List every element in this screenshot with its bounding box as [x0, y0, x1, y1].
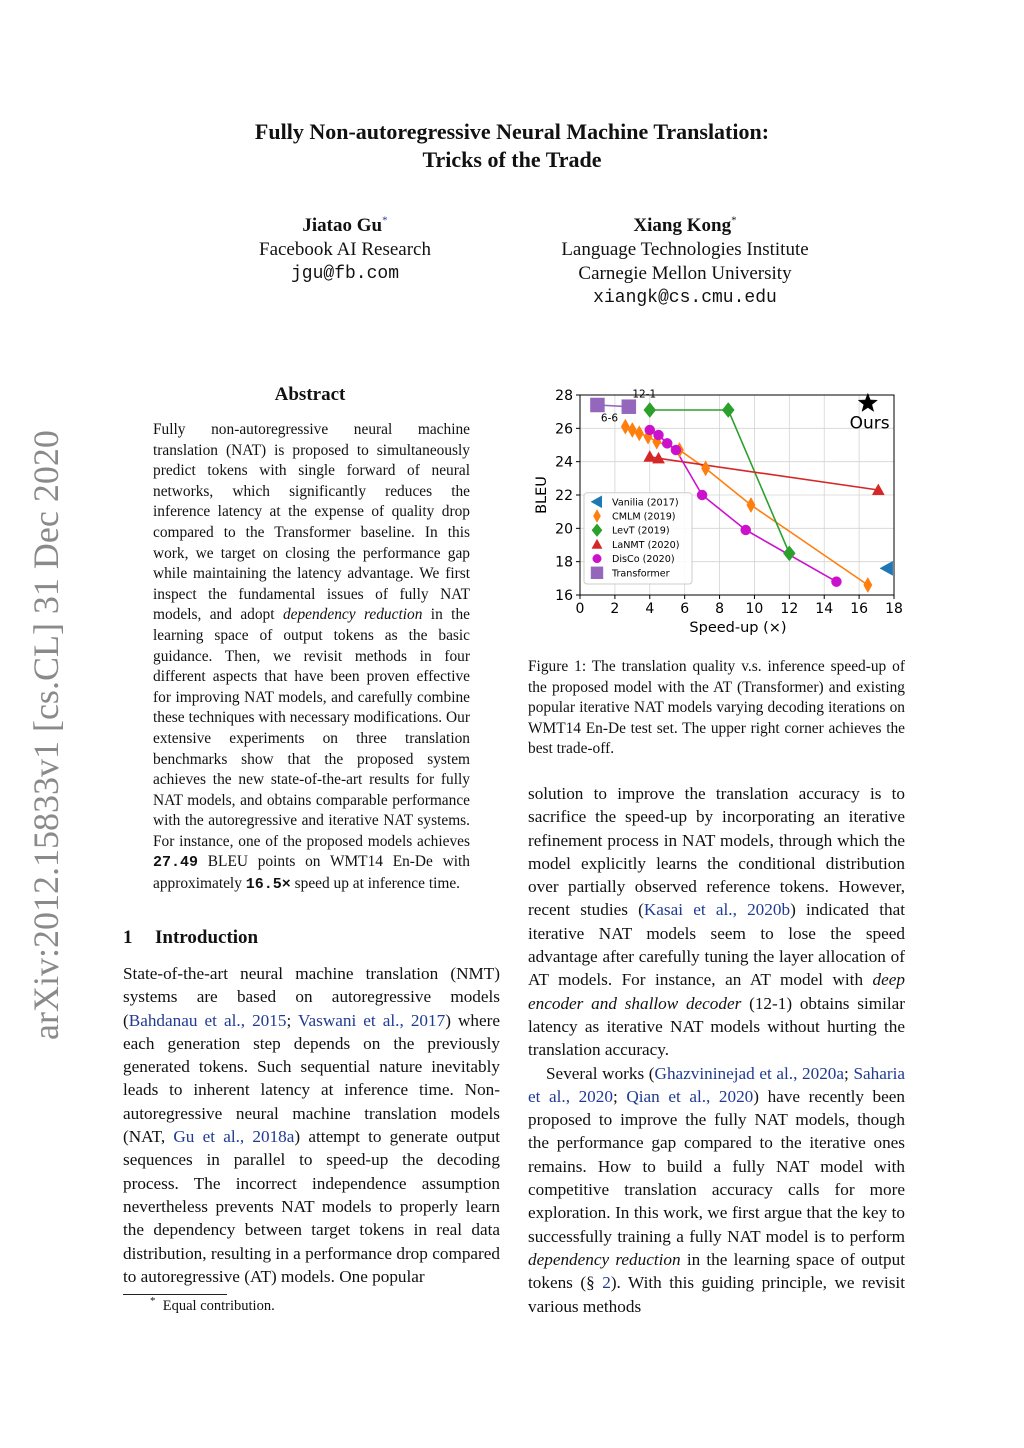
data-point-levt-2019 — [783, 546, 795, 561]
data-point-ours — [858, 393, 877, 411]
x-tick-label: 4 — [645, 601, 655, 617]
data-point-cmlm-2019 — [747, 498, 755, 513]
y-tick-label: 22 — [555, 488, 573, 504]
abstract-heading: Abstract — [274, 384, 346, 405]
annotation-6-6: 6-6 — [600, 412, 619, 425]
data-point-cmlm-2019 — [621, 419, 629, 434]
x-tick-label: 8 — [715, 601, 725, 617]
annotation-12-1: 12-1 — [632, 388, 657, 401]
footnote: * Equal contribution. — [150, 1295, 275, 1314]
paper-title-line-1: Fully Non-autoregressive Neural Machine Translation: — [254, 119, 770, 144]
x-tick-label: 0 — [575, 601, 585, 617]
section-reference-link[interactable]: 2 — [602, 1273, 611, 1293]
legend-label-lanmt-2020: LaNMT (2020) — [612, 539, 680, 551]
author-email[interactable]: jgu@fb.com — [290, 264, 400, 284]
data-point-disco-2020 — [654, 430, 664, 440]
author-affiliation: Facebook AI Research — [259, 239, 431, 260]
y-tick-label: 26 — [555, 421, 573, 438]
author-name: Jiatao Gu — [302, 215, 383, 236]
author-affiliation: Language Technologies Institute — [561, 239, 809, 260]
data-point-cmlm-2019 — [864, 578, 872, 593]
citation-link[interactable]: Kasai et al., 2020b — [643, 900, 791, 920]
legend-label-vanilia-2017: Vanilia (2017) — [612, 497, 679, 509]
y-axis-label: BLEU — [534, 476, 550, 514]
introduction-text-continued: solution to improve the translation accuracy is to sacrifice the speed-up by incorporating an iterative refinement process in NAT models, through which the model explicitly learns the conditional distribution over partially observed reference tokens. However, recent studies (Kasai et al., 2020b) indicated that iterative NAT models seem to lose the speed advantage after carefully tuning the layer allocation of AT models. For instance, an AT model with deep encoder and shallow decoder (12-1) obtains similar latency as iterative NAT models without hurting the translation accuracy. Several works (Ghazvininejad et al., 2020a; Saharia et al., 2020; Qian et al., 2020) have recently been proposed to improve the fully NAT models, though the performance gap compared to the iterative ones remains. How to build a fully NAT model with competitive translation accuracy calls for more exploration. In this work, we first argue that the key to successfully training a fully NAT model is to perform dependency reduction in the learning space of output tokens (§ 2). With this guiding principle, we revisit various methods — [528, 784, 906, 1316]
data-point-transformer — [622, 400, 636, 414]
data-point-cmlm-2019 — [628, 423, 636, 438]
citation-link[interactable]: Qian et al., 2020 — [626, 1086, 754, 1106]
data-point-transformer — [590, 398, 604, 412]
introduction-text: State-of-the-art neural machine translation (NMT) systems are based on autoregressive models (Bahdanau et al., 2015; Vaswani et al., 2017) where each generation step depends on the previously generated tokens. Such sequential nature inevitably leads to inherent latency at inference time. Non-autoregressive neural machine translation models (NAT, Gu et al., 2018a) attempt to generate output sequences in parallel to speed-up the decoding process. The incorrect independence assumption nevertheless prevents NAT models to properly learn the dependency between target tokens in real data distribution, resulting in a performance drop compared to autoregressive (AT) models. One popular — [123, 964, 500, 1286]
y-tick-label: 16 — [555, 588, 573, 604]
section-heading-introduction: 1 Introduction — [123, 927, 259, 948]
data-point-disco-2020 — [697, 490, 707, 500]
data-point-cmlm-2019 — [701, 461, 709, 476]
citation-link[interactable]: Bahdanau et al., 2015 — [128, 1010, 287, 1030]
data-point-vanilia-2017 — [880, 561, 893, 575]
author-mark: * — [382, 214, 388, 227]
data-point-disco-2020 — [645, 425, 655, 435]
legend-label-cmlm-2019: CMLM (2019) — [612, 511, 676, 523]
citation-link[interactable]: Vaswani et al., 2017 — [298, 1010, 446, 1030]
footnote-rule — [123, 1294, 227, 1295]
citation-link[interactable]: Ghazvininejad et al., 2020a — [654, 1063, 845, 1083]
author-affiliation: Carnegie Mellon University — [578, 263, 792, 284]
legend-marker-transformer — [591, 567, 603, 579]
arxiv-identifier: arXiv:2012.15833v1 [cs.CL] 31 Dec 2020 — [26, 430, 66, 1040]
x-tick-label: 14 — [815, 601, 834, 617]
legend-label-levt-2019: LevT (2019) — [612, 525, 670, 537]
x-tick-label: 2 — [610, 601, 620, 617]
author-block-1 — [220, 214, 470, 286]
data-point-disco-2020 — [741, 525, 751, 535]
citation-link[interactable]: Gu et al., 2018a — [173, 1127, 295, 1147]
data-point-disco-2020 — [662, 438, 672, 448]
y-tick-label: 24 — [555, 454, 573, 471]
author-mark: * — [731, 214, 737, 227]
x-tick-label: 6 — [680, 601, 690, 617]
figure-1-chart — [526, 380, 906, 642]
x-axis-label: Speed-up (×) — [689, 620, 787, 636]
data-point-lanmt-2020 — [644, 451, 656, 462]
x-tick-label: 10 — [745, 601, 764, 617]
data-point-levt-2019 — [722, 403, 734, 418]
figure-caption: Figure 1: The translation quality v.s. inference speed-up of the proposed model with the AT (Transformer) and existing popular iterative NAT models varying decoding iterations on WMT14 En-De test set. The upper right corner achieves the best trade-off. — [528, 658, 905, 758]
legend-label-disco-2020: DisCo (2020) — [612, 554, 675, 566]
x-tick-label: 16 — [850, 601, 869, 617]
paper-title-line-2: Tricks of the Trade — [422, 147, 602, 172]
abstract-text: Fully non-autoregressive neural machine translation (NAT) is proposed to simultaneously predict tokens with single forward of neural networks, which significantly reduces the inference latency at the expense of quality drop compared to the Transformer baseline. In this work, we target on closing the performance gap while maintaining the latency advantage. We first inspect the fundamental issues of fully NAT models, and adopt dependency reduction in the learning space of output tokens as the basic guidance. Then, we revisit methods in four different aspects that have been proven effective for improving NAT models, and carefully combine these techniques with necessary modifications. Our extensive experiments on three translation benchmarks show that the proposed system achieves the new state-of-the-art results for fully NAT models, and obtains comparable performance with the autoregressive and iterative NAT systems. For instance, one of the proposed models achieves 27.49 BLEU points on WMT14 En-De with approximately 16.5× speed up at inference time. — [153, 421, 470, 894]
legend-marker-disco-2020 — [593, 554, 602, 563]
author-block-2 — [530, 214, 840, 310]
y-tick-label: 28 — [555, 388, 573, 404]
legend-label-transformer: Transformer — [612, 568, 670, 580]
x-tick-label: 18 — [885, 601, 903, 617]
data-point-disco-2020 — [671, 445, 681, 455]
data-point-levt-2019 — [644, 403, 656, 418]
citation-link[interactable]: Saharia et al., 2020 — [528, 1063, 905, 1106]
data-point-disco-2020 — [831, 577, 841, 587]
author-email[interactable]: xiangk@cs.cmu.edu — [593, 288, 777, 308]
y-tick-label: 20 — [555, 521, 573, 538]
y-tick-label: 18 — [555, 554, 573, 571]
author-name: Xiang Kong — [633, 215, 732, 236]
x-tick-label: 12 — [780, 601, 799, 617]
annotation-ours: Ours — [849, 413, 890, 434]
